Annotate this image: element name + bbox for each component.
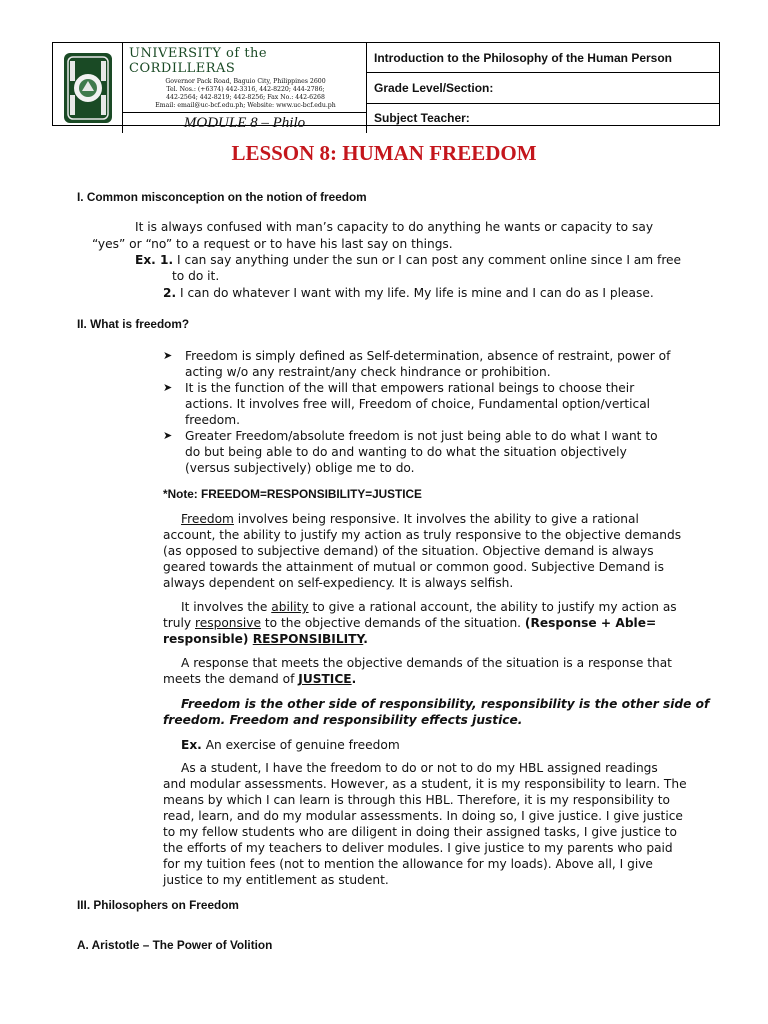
bullet-line: acting w/o any restraint/any check hindrance or prohibition. [185,365,551,379]
logo-cell [53,43,123,133]
paragraph-line: It is always confused with man’s capacity to do anything he wants or capacity to say [135,220,654,234]
section-heading-1: I. Common misconception on the notion of freedom [77,190,367,204]
bullet-line: (versus subjectively) oblige me to do. [185,461,415,475]
paragraph-line: As a student, I have the freedom to do or not to do my HBL assigned readings [181,761,658,775]
course-title: Introduction to the Philosophy of the Human Person [367,43,719,73]
paragraph-line: “yes” or “no” to a request or to have his last say on things. [92,237,453,251]
bullet-line: Greater Freedom/absolute freedom is not just being able to do what I want to [185,429,658,443]
bullet-line: do but being able to do and wanting to do what the situation objectively [185,445,627,459]
bullet-line: freedom. [185,413,240,427]
paragraph-line: truly responsive to the objective demands of the situation. (Response + Able= [163,616,657,630]
university-info [123,43,367,133]
paragraph-line: It involves the ability to give a rational account, the ability to justify my action as [181,600,677,614]
bullet-line: It is the function of the will that empowers rational beings to choose their [185,381,635,395]
section-heading-3: III. Philosophers on Freedom [77,898,239,912]
bullet-line: actions. It involves free will, Freedom of choice, Fundamental option/vertical [185,397,651,411]
note: *Note: FREEDOM=RESPONSIBILITY=JUSTICE [163,487,422,501]
paragraph-line: means by which I can learn is through this HBL. Therefore, it is my responsibility to [163,793,671,807]
paragraph-line: meets the demand of JUSTICE. [163,672,357,686]
university-address: Governor Pack Road, Baguio City, Philippines 2600 Tel. Nos.: (+6374) 442-3316, 442-8220; 444-2786; 442-2564; 442-8219; 442-8256; Fax No.: 442-6268 Email: email@uc-bcf.edu.ph; Website: www.uc-bcf.edu.ph [155,78,336,109]
university-name: UNIVERSITY of the CORDILLERAS [129,46,268,76]
section-heading-2: II. What is freedom? [77,317,190,331]
paragraph-line: justice to my entitlement as student. [163,873,389,887]
paragraph-line: for my tuition fees (not to mention the allowance for my loads). Above all, I give [163,857,653,871]
paragraph-line: (as opposed to subjective demand) of the situation. Objective demand is always [163,544,654,558]
paragraph-line: read, learn, and do my modular assessments. In doing so, I give justice. I give justice [163,809,683,823]
paragraph-line: to my fellow students who are diligent in doing their assigned tasks, I give justice to [163,825,678,839]
bullet-line: Freedom is simply defined as Self-determination, absence of restraint, power of [185,349,671,363]
paragraph-line: geared towards the attainment of mutual or common good. Subjective Demand is [163,560,664,574]
example-1: Ex. 1. I can say anything under the sun or I can post any comment online since I am free [135,253,682,267]
paragraph-line: Freedom involves being responsive. It involves the ability to give a rational [181,512,639,526]
paragraph-line: account, the ability to justify my action as truly responsive to the objective demands [163,528,682,542]
paragraph-line: the efforts of my teachers to deliver modules. I give justice to my parents who paid [163,841,673,855]
arrowhead-bullet-icon: ➤ [163,381,173,394]
course-info [367,43,719,133]
paragraph-line: and modular assessments. However, as a student, it is my responsibility to learn. The [163,777,687,791]
module-label: MODULE 8 – Philo [183,114,306,131]
paragraph-line: always dependent on self-expediency. It is always selfish. [163,576,514,590]
example-line: Ex. An exercise of genuine freedom [181,738,400,752]
arrowhead-bullet-icon: ➤ [163,429,173,442]
subject-teacher-field: Subject Teacher: [374,111,470,126]
example-2: 2. I can do whatever I want with my life. My life is mine and I can do as I please. [163,286,654,300]
emphasis-line: Freedom is the other side of responsibility, responsibility is the other side of [181,697,710,711]
paragraph-line: responsible) RESPONSIBILITY. [163,632,368,646]
emphasis-line: freedom. Freedom and responsibility effects justice. [163,713,523,727]
grade-level-field: Grade Level/Section: [367,73,719,103]
subsection-heading: A. Aristotle – The Power of Volition [77,938,273,952]
paragraph-line: A response that meets the objective demands of the situation is a response that [181,656,672,670]
university-seal-icon [58,51,118,125]
arrowhead-bullet-icon: ➤ [163,349,173,362]
example-1-cont: to do it. [172,269,220,283]
lesson-title: LESSON 8: HUMAN FREEDOM [231,141,537,165]
module-header [52,42,720,131]
